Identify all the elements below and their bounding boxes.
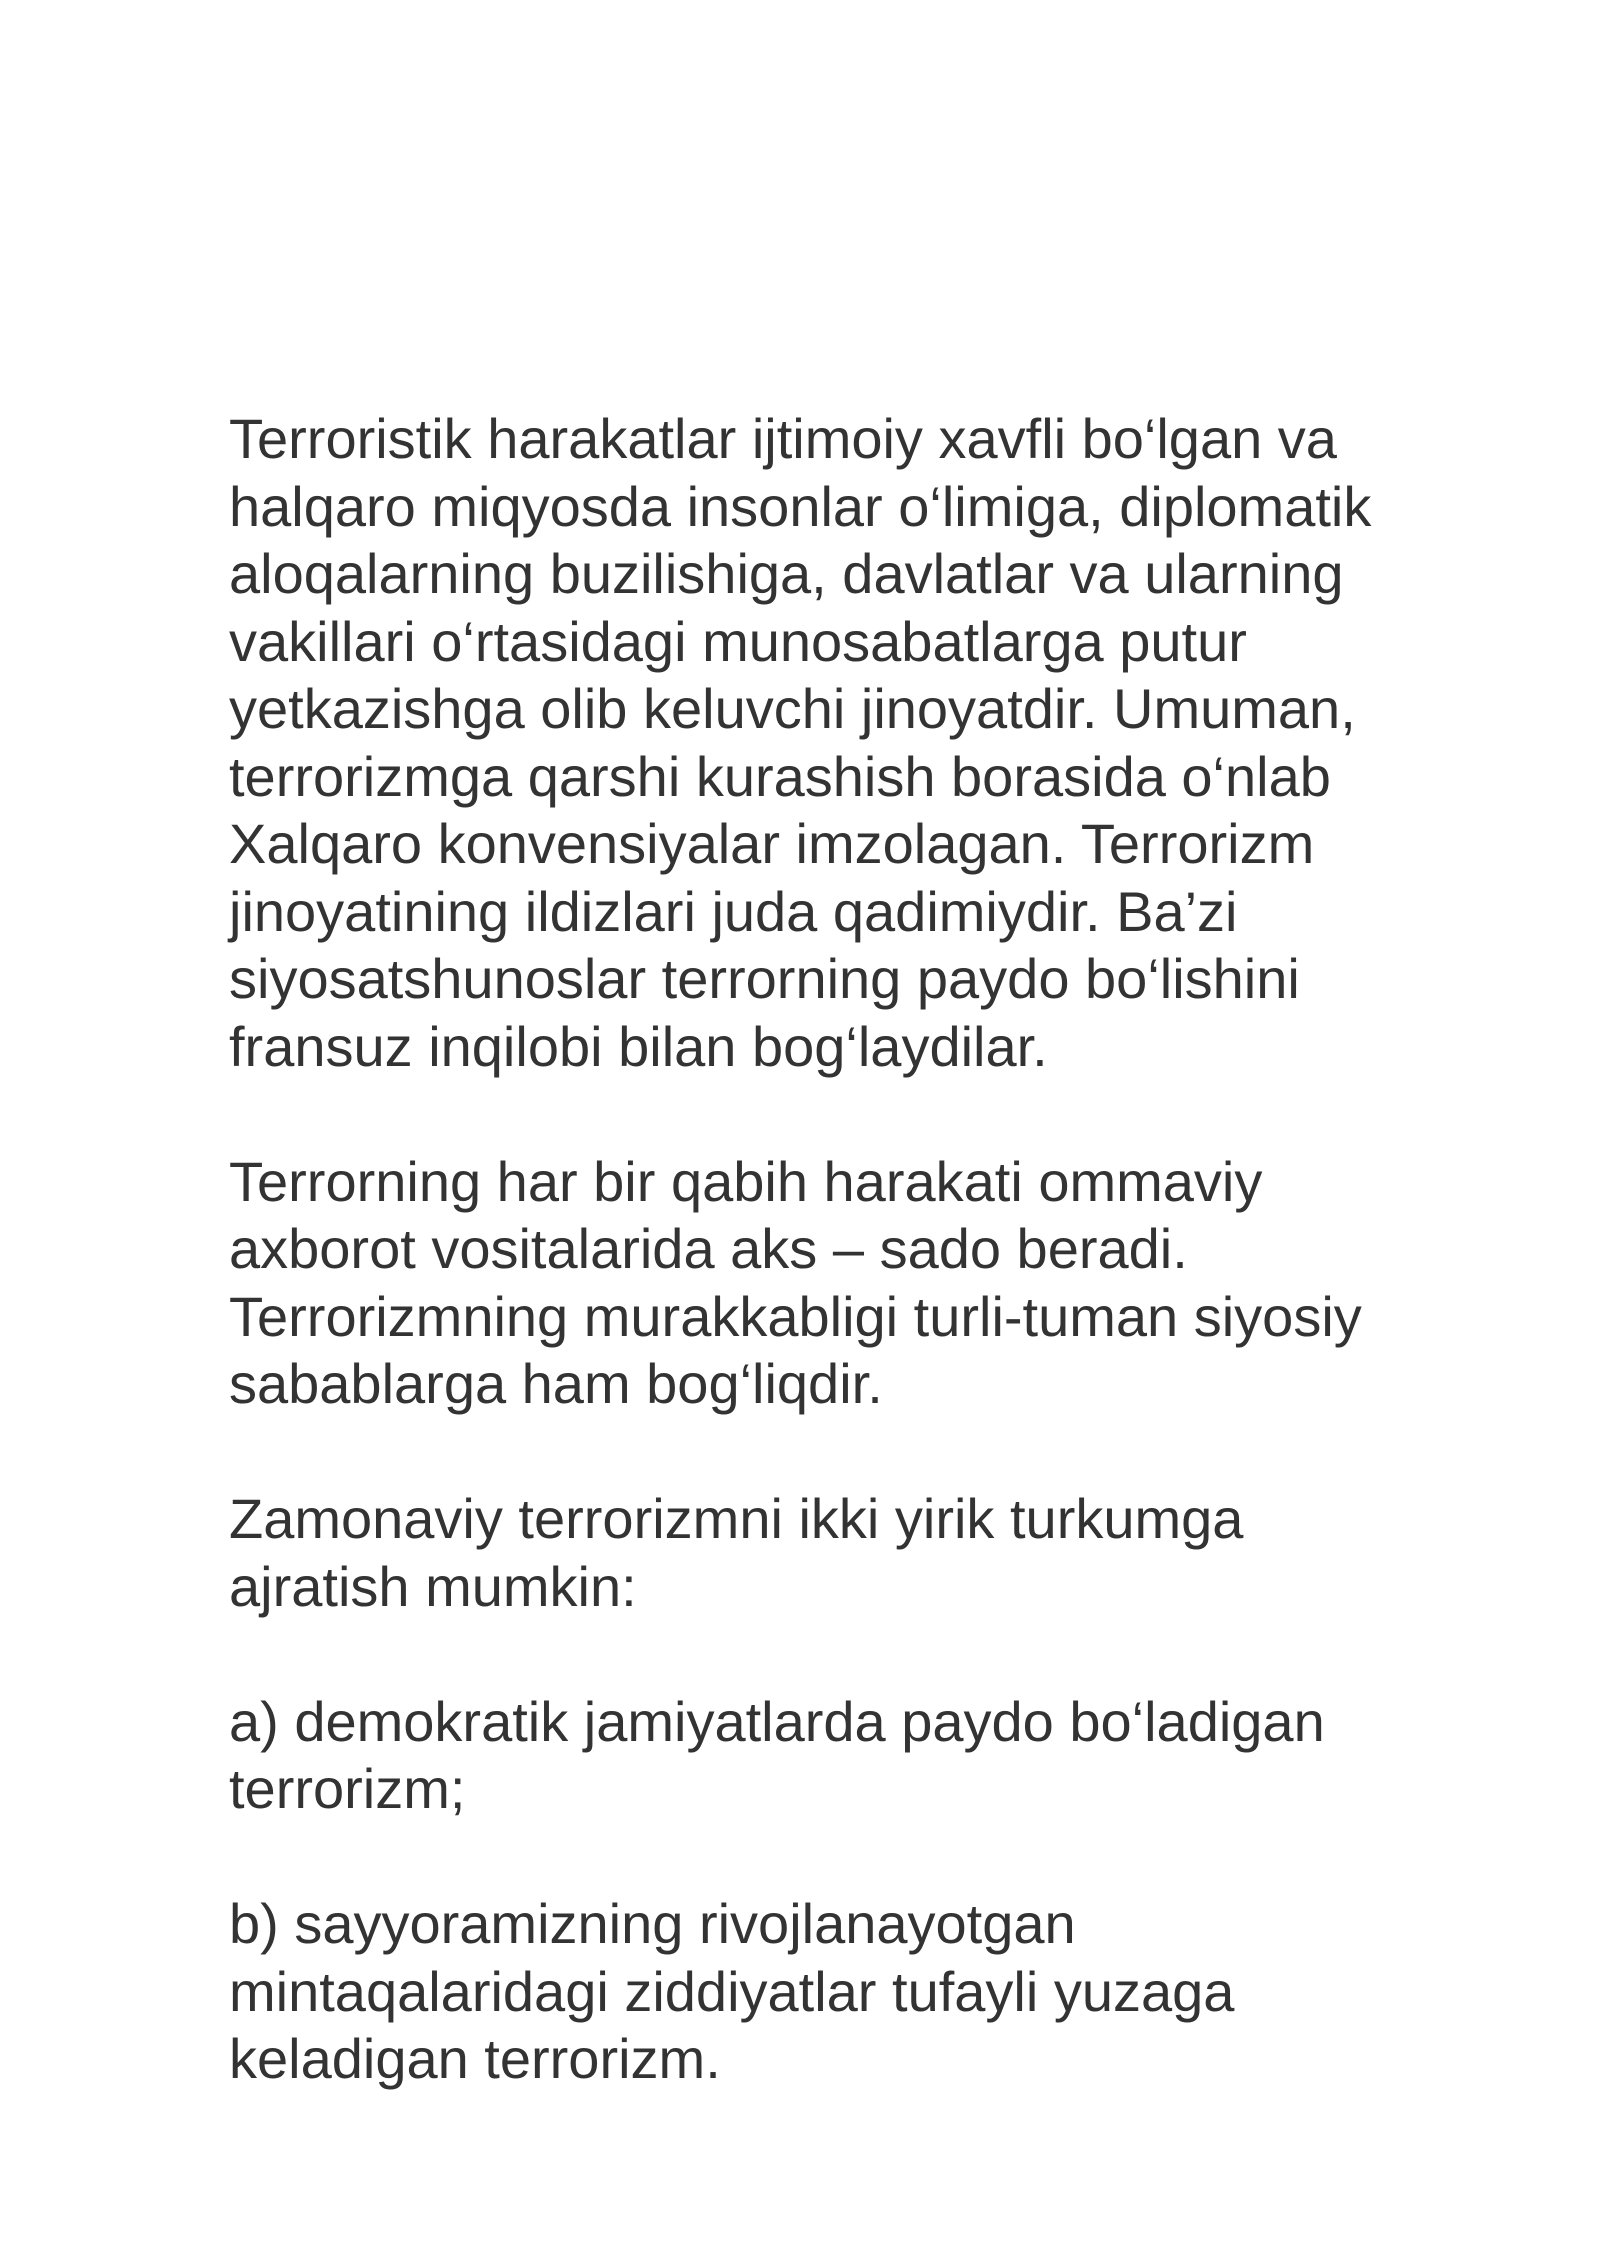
paragraph-classification: Zamonaviy terrorizmni ikki yirik turkumga ajratish mumkin: <box>229 1487 1244 1618</box>
list-item-a: a) demokratik jamiyatlarda paydo bo‘ladigan terrorizm; <box>229 1689 1325 1820</box>
list-item-b: b) sayyoramizning rivojlanayotgan mintaqalaridagi ziddiyatlar tufayli yuzaga keladigan terrorizm. <box>229 1892 1235 2090</box>
paragraph-intro: Terroristik harakatlar ijtimoiy xavfli bo‘lgan va halqaro miqyosda insonlar o‘limiga, diplomatik aloqalarning buzilishiga, davlatlar va ularning vakillari o‘rtasidagi munosabatlarga putur yetkazishga olib keluvchi jinoyatdir. Umuman, terrorizmga qarshi kurashish borasida o‘nlab Xalqaro konvensiyalar imzolagan. Terrorizm jinoyatining ildizlari juda qadimiydir. Ba’zi siyosatshunoslar terrorning paydo bo‘lishini fransuz inqilobi bilan bog‘laydilar. <box>229 407 1372 1078</box>
paragraph-media: Terrorning har bir qabih harakati ommaviy axborot vositalarida aks – sado beradi. Terrorizmning murakkabligi turli-tuman siyosiy sabablarga ham bog‘liqdir. <box>229 1149 1362 1415</box>
document-body <box>229 405 1479 2093</box>
